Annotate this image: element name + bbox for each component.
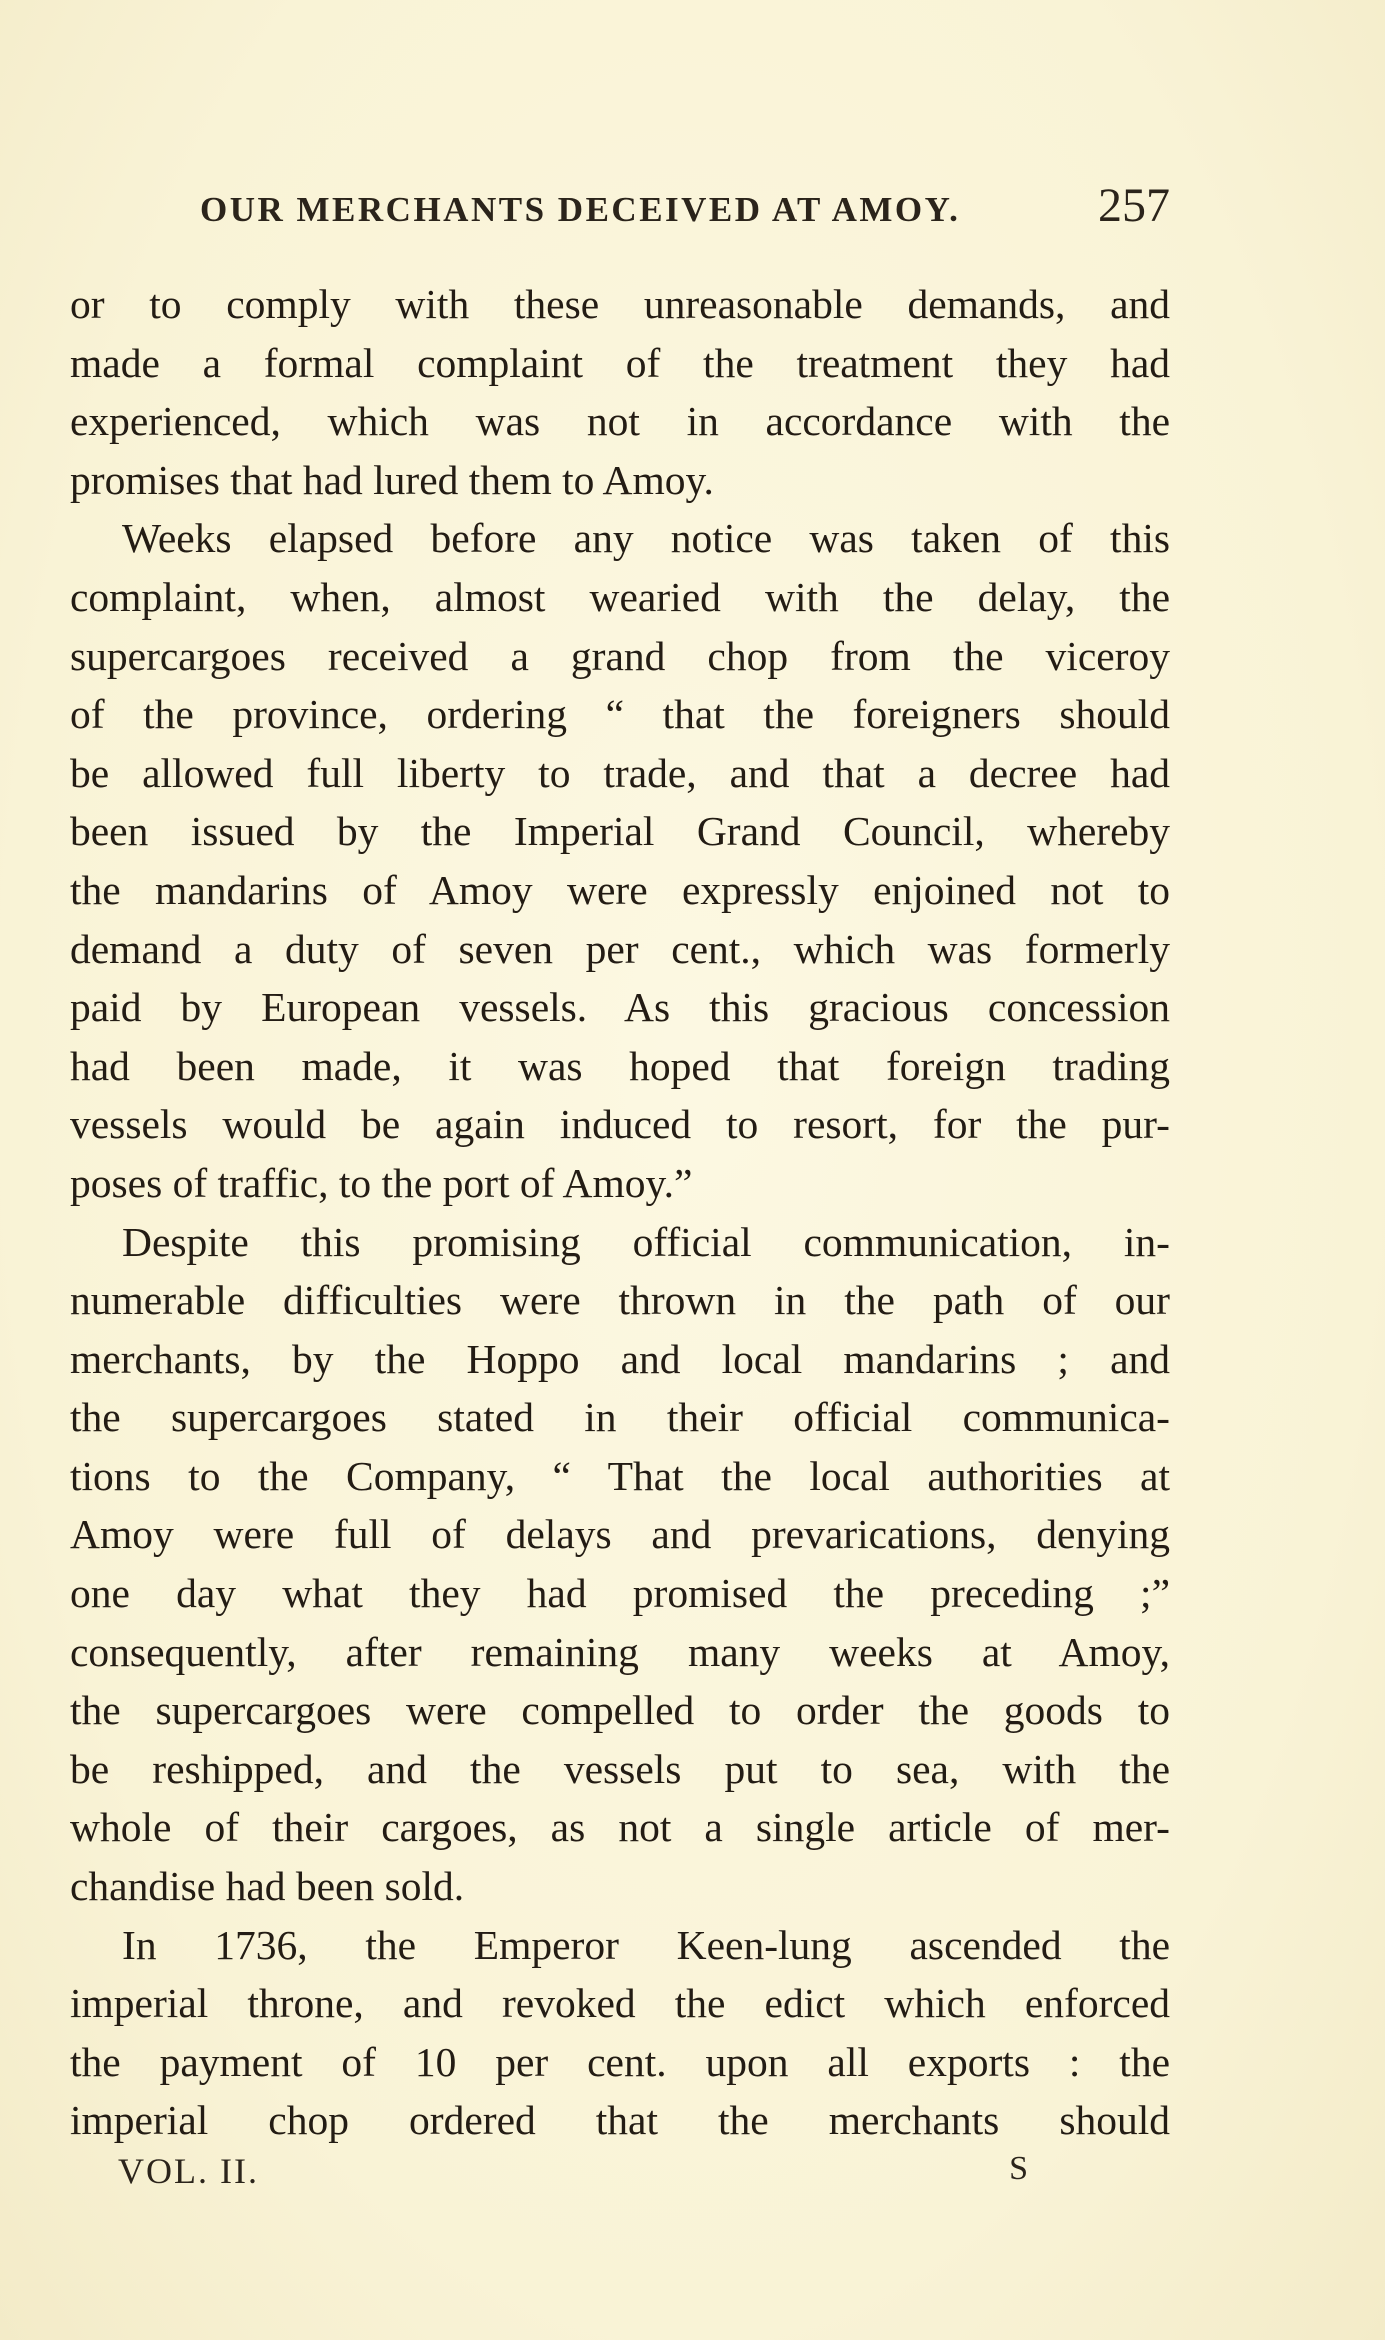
running-head: OUR MERCHANTS DECEIVED AT AMOY. — [200, 190, 961, 229]
text-line: consequently, after remaining many weeks at Amoy, — [70, 1628, 1170, 1675]
text-line: made a formal complaint of the treatment they had — [70, 339, 1170, 386]
text-line: the mandarins of Amoy were expressly enjoined not to — [70, 866, 1170, 913]
volume-label: VOL. II. — [118, 2151, 259, 2191]
text-line: complaint, when, almost wearied with the delay, the — [70, 573, 1170, 620]
text-line: merchants, by the Hoppo and local mandarins ; and — [70, 1335, 1170, 1382]
text-line: tions to the Company, “ That the local authorities at — [70, 1452, 1170, 1499]
text-line: Weeks elapsed before any notice was taken of this — [122, 515, 1170, 562]
text-line: vessels would be again induced to resort, for the pur- — [70, 1101, 1170, 1148]
text-line: paid by European vessels. As this gracious concession — [70, 984, 1170, 1031]
text-line: of the province, ordering “ that the foreigners should — [70, 691, 1170, 738]
text-line: the supercargoes were compelled to order the goods to — [70, 1687, 1170, 1734]
text-line: Despite this promising official communication, in- — [122, 1218, 1170, 1265]
page-number: 257 — [1098, 179, 1170, 232]
text-line: promises that had lured them to Amoy. — [70, 456, 714, 503]
text-line: demand a duty of seven per cent., which was formerly — [70, 925, 1170, 972]
text-line: poses of traffic, to the port of Amoy.” — [70, 1159, 693, 1206]
text-line: been issued by the Imperial Grand Council, whereby — [70, 808, 1170, 855]
text-line: In 1736, the Emperor Keen-lung ascended the — [122, 1921, 1170, 1968]
text-line: or to comply with these unreasonable demands, and — [70, 281, 1170, 327]
text-line: the payment of 10 per cent. upon all exports : the — [70, 2038, 1170, 2085]
text-line: Amoy were full of delays and prevarications, denying — [70, 1511, 1170, 1558]
body-text — [70, 275, 1170, 2150]
text-line: the supercargoes stated in their official communica- — [70, 1394, 1170, 1441]
text-line: experienced, which was not in accordance with the — [70, 398, 1170, 445]
text-line: chandise had been sold. — [70, 1863, 465, 1910]
text-line: one day what they had promised the preceding ;” — [70, 1570, 1170, 1617]
text-line: numerable difficulties were thrown in the path of our — [70, 1277, 1170, 1324]
text-line: be reshipped, and the vessels put to sea, with the — [70, 1745, 1170, 1792]
text-line: whole of their cargoes, as not a single article of mer- — [70, 1804, 1170, 1851]
text-line: had been made, it was hoped that foreign trading — [70, 1042, 1170, 1089]
text-line: be allowed full liberty to trade, and that a decree had — [70, 749, 1170, 796]
page-header — [200, 178, 1170, 238]
page-footer — [118, 2150, 1028, 2210]
text-line: imperial chop ordered that the merchants should — [70, 2097, 1170, 2144]
text-line: supercargoes received a grand chop from the viceroy — [70, 632, 1170, 679]
signature-mark: S — [1009, 2150, 1028, 2187]
text-line: imperial throne, and revoked the edict which enforced — [70, 1980, 1170, 2027]
